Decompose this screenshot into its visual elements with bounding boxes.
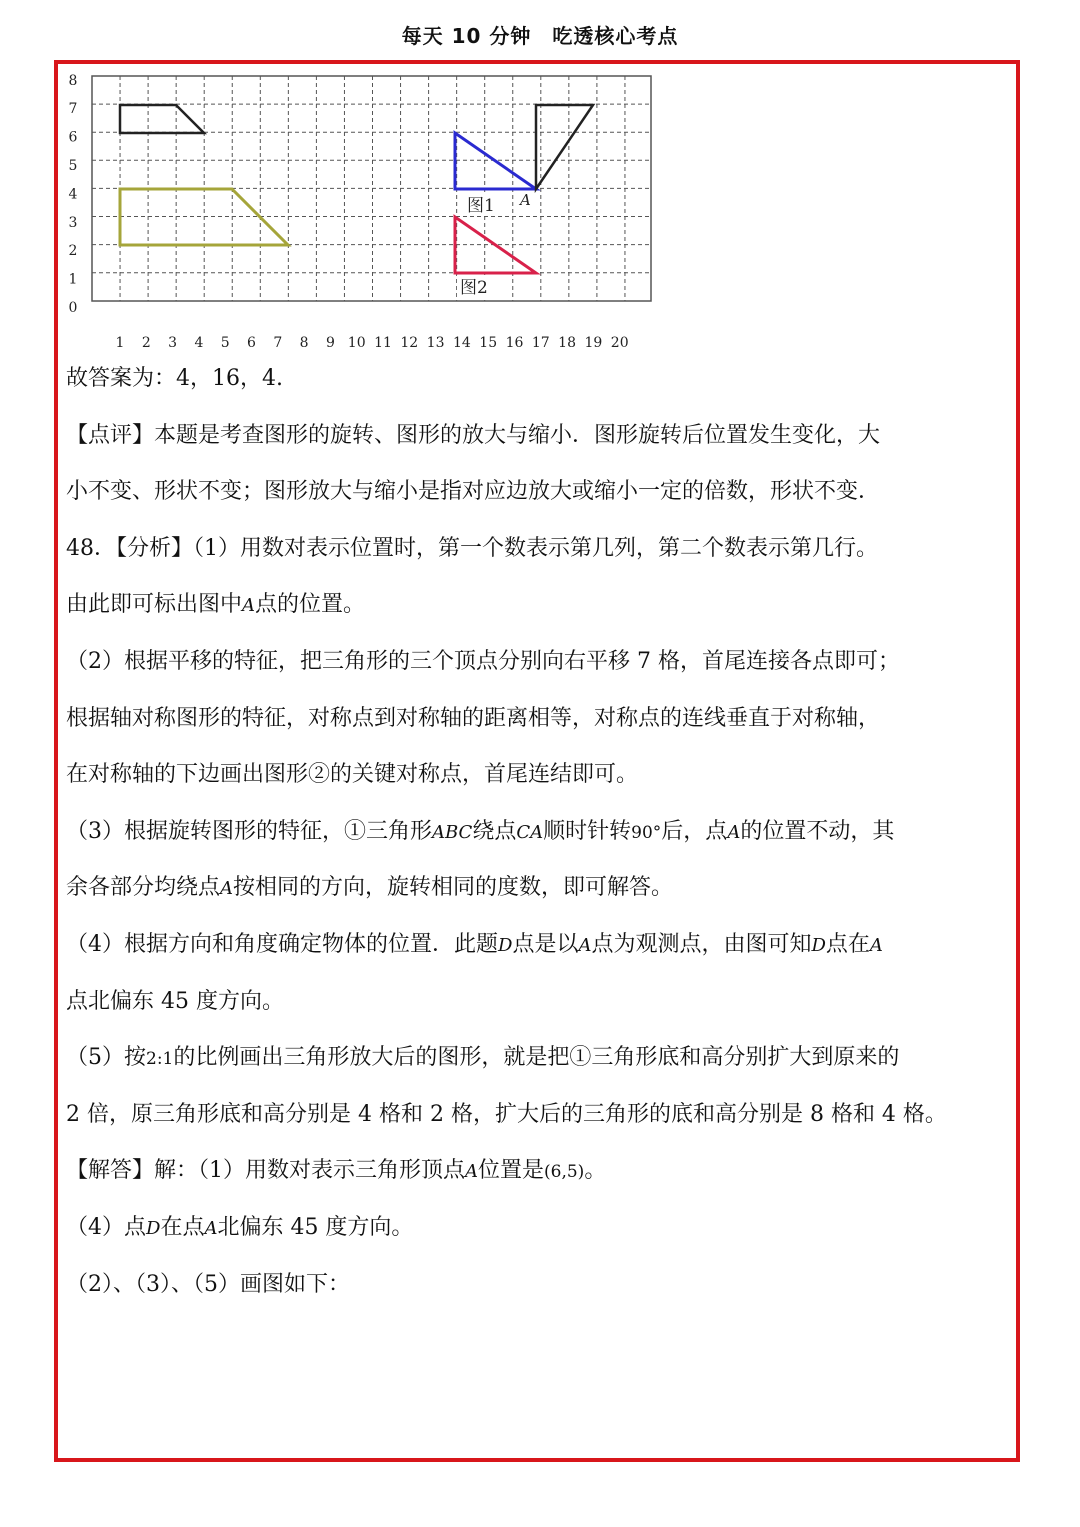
x-tick-label: 1 bbox=[115, 335, 125, 351]
text-line bbox=[66, 577, 1016, 634]
math-degree: 90° bbox=[631, 822, 662, 843]
x-tick-label: 20 bbox=[610, 335, 629, 351]
text-span: （4）根据方向和角度确定物体的位置．此题 bbox=[66, 931, 498, 957]
math-var: A bbox=[727, 821, 741, 843]
page-header: 每天 10 分钟 吃透核心考点 bbox=[401, 24, 679, 48]
math-var: A bbox=[465, 1161, 478, 1183]
text-line bbox=[66, 917, 1016, 974]
text-line bbox=[66, 1030, 1016, 1087]
x-tick-label: 13 bbox=[426, 335, 445, 351]
math-var: CA bbox=[516, 821, 544, 843]
text-line: 在对称轴的下边画出图形②的关键对称点，首尾连结即可。 bbox=[66, 762, 639, 788]
math-coordinate: (6,5) bbox=[544, 1162, 585, 1183]
text-line bbox=[66, 1143, 1016, 1200]
text-line: 故答案为：4，16，4. bbox=[66, 366, 283, 391]
text-span: （4）点 bbox=[66, 1214, 146, 1240]
text-line: 小不变、形状不变；图形放大与缩小是指对应边放大或缩小一定的倍数，形状不变． bbox=[66, 479, 881, 505]
x-tick-label: 15 bbox=[479, 335, 498, 351]
coordinate-grid-figure bbox=[60, 62, 680, 357]
x-tick-labels bbox=[116, 335, 629, 351]
text-span: 点为观测点，由图可知 bbox=[591, 931, 812, 957]
x-tick-label: 12 bbox=[400, 335, 419, 351]
y-tick-label: 1 bbox=[68, 271, 78, 288]
x-tick-label: 7 bbox=[273, 335, 283, 351]
y-tick-label: 3 bbox=[68, 214, 78, 231]
text-span: 绕点 bbox=[472, 818, 517, 844]
x-tick-label: 5 bbox=[220, 335, 230, 351]
text-span: 余各部分均绕点 bbox=[66, 875, 221, 901]
text-line: （2）、（3）、（5）画图如下： bbox=[66, 1271, 350, 1297]
text-span: 。 bbox=[584, 1158, 607, 1184]
black-rotated-triangle bbox=[536, 105, 593, 189]
text-span: 后，点 bbox=[661, 818, 728, 844]
math-var: A bbox=[578, 934, 592, 956]
y-tick-label: 2 bbox=[68, 243, 78, 260]
label-point-A: A bbox=[520, 191, 531, 209]
text-span: （5）按 bbox=[66, 1045, 146, 1071]
text-span: 【解答】解：（1）用数对表示三角形顶点 bbox=[66, 1158, 465, 1184]
x-tick-label: 2 bbox=[141, 335, 151, 351]
math-var: D bbox=[146, 1217, 161, 1239]
y-tick-label: 4 bbox=[68, 186, 78, 203]
text-span: 点的位置。 bbox=[255, 592, 366, 618]
x-tick-label: 17 bbox=[531, 335, 550, 351]
text-span: 点在 bbox=[825, 931, 870, 957]
y-tick-label: 6 bbox=[68, 129, 78, 146]
grid-svg bbox=[60, 62, 680, 357]
label-fig1: 图1 bbox=[467, 196, 495, 216]
math-var: A bbox=[869, 934, 883, 956]
black-trapezoid bbox=[120, 105, 204, 133]
text-span: 的位置不动，其 bbox=[740, 818, 895, 844]
x-tick-label: 4 bbox=[194, 335, 204, 351]
text-line bbox=[66, 804, 1016, 861]
solution-text bbox=[66, 351, 1016, 1313]
math-var: D bbox=[811, 934, 826, 956]
text-span: 点是以 bbox=[512, 931, 579, 957]
text-line: 根据轴对称图形的特征，对称点到对称轴的距离相等，对称点的连线垂直于对称轴， bbox=[66, 705, 881, 731]
text-span: （3）根据旋转图形的特征，①三角形 bbox=[66, 818, 432, 844]
x-tick-label: 11 bbox=[374, 335, 392, 351]
red-triangle bbox=[455, 217, 536, 273]
text-span: 由此即可标出图中 bbox=[66, 592, 243, 618]
text-line: 48．【分析】（1）用数对表示位置时，第一个数表示第几列，第二个数表示第几行。 bbox=[66, 535, 878, 561]
x-tick-label: 3 bbox=[168, 335, 178, 351]
text-span: 位置是 bbox=[478, 1158, 545, 1184]
math-var: ABC bbox=[432, 821, 473, 843]
math-ratio: 2:1 bbox=[146, 1049, 174, 1070]
y-tick-labels bbox=[69, 73, 78, 316]
y-tick-label: 7 bbox=[68, 101, 78, 118]
math-var: A bbox=[204, 1217, 218, 1239]
text-line: （2）根据平移的特征，把三角形的三个顶点分别向右平移 7 格，首尾连接各点即可； bbox=[66, 648, 900, 674]
text-line bbox=[66, 1200, 1016, 1257]
math-var: D bbox=[498, 934, 513, 956]
x-tick-label: 9 bbox=[325, 335, 335, 351]
text-line: 2 倍，原三角形底和高分别是 4 格和 2 格，扩大后的三角形的底和高分别是 8 格和 4 格。 bbox=[66, 1101, 947, 1127]
x-tick-label: 19 bbox=[584, 335, 603, 351]
x-tick-label: 18 bbox=[558, 335, 577, 351]
label-fig2: 图2 bbox=[460, 278, 488, 298]
x-tick-label: 16 bbox=[505, 335, 524, 351]
text-span: 北偏东 45 度方向。 bbox=[217, 1214, 414, 1240]
x-tick-label: 14 bbox=[452, 335, 471, 351]
math-var: A bbox=[220, 878, 234, 900]
blue-triangle bbox=[455, 133, 536, 189]
x-tick-label: 6 bbox=[247, 335, 256, 351]
text-line: 【点评】本题是考查图形的旋转、图形的放大与缩小．图形旋转后位置发生变化，大 bbox=[66, 422, 881, 448]
text-span: 在点 bbox=[160, 1214, 205, 1240]
text-line bbox=[66, 860, 1016, 917]
x-tick-label: 8 bbox=[299, 335, 309, 351]
text-line: 点北偏东 45 度方向。 bbox=[66, 988, 284, 1014]
text-span: 的比例画出三角形放大后的图形，就是把①三角形底和高分别扩大到原来的 bbox=[173, 1045, 900, 1071]
text-span: 按相同的方向，旋转相同的度数，即可解答。 bbox=[233, 875, 674, 901]
y-tick-label: 0 bbox=[68, 300, 78, 316]
x-tick-label: 10 bbox=[347, 335, 366, 351]
y-tick-label: 8 bbox=[68, 72, 78, 89]
math-var: A bbox=[242, 595, 256, 617]
y-tick-label: 5 bbox=[68, 158, 78, 174]
text-span: 顺时针转 bbox=[543, 818, 632, 844]
